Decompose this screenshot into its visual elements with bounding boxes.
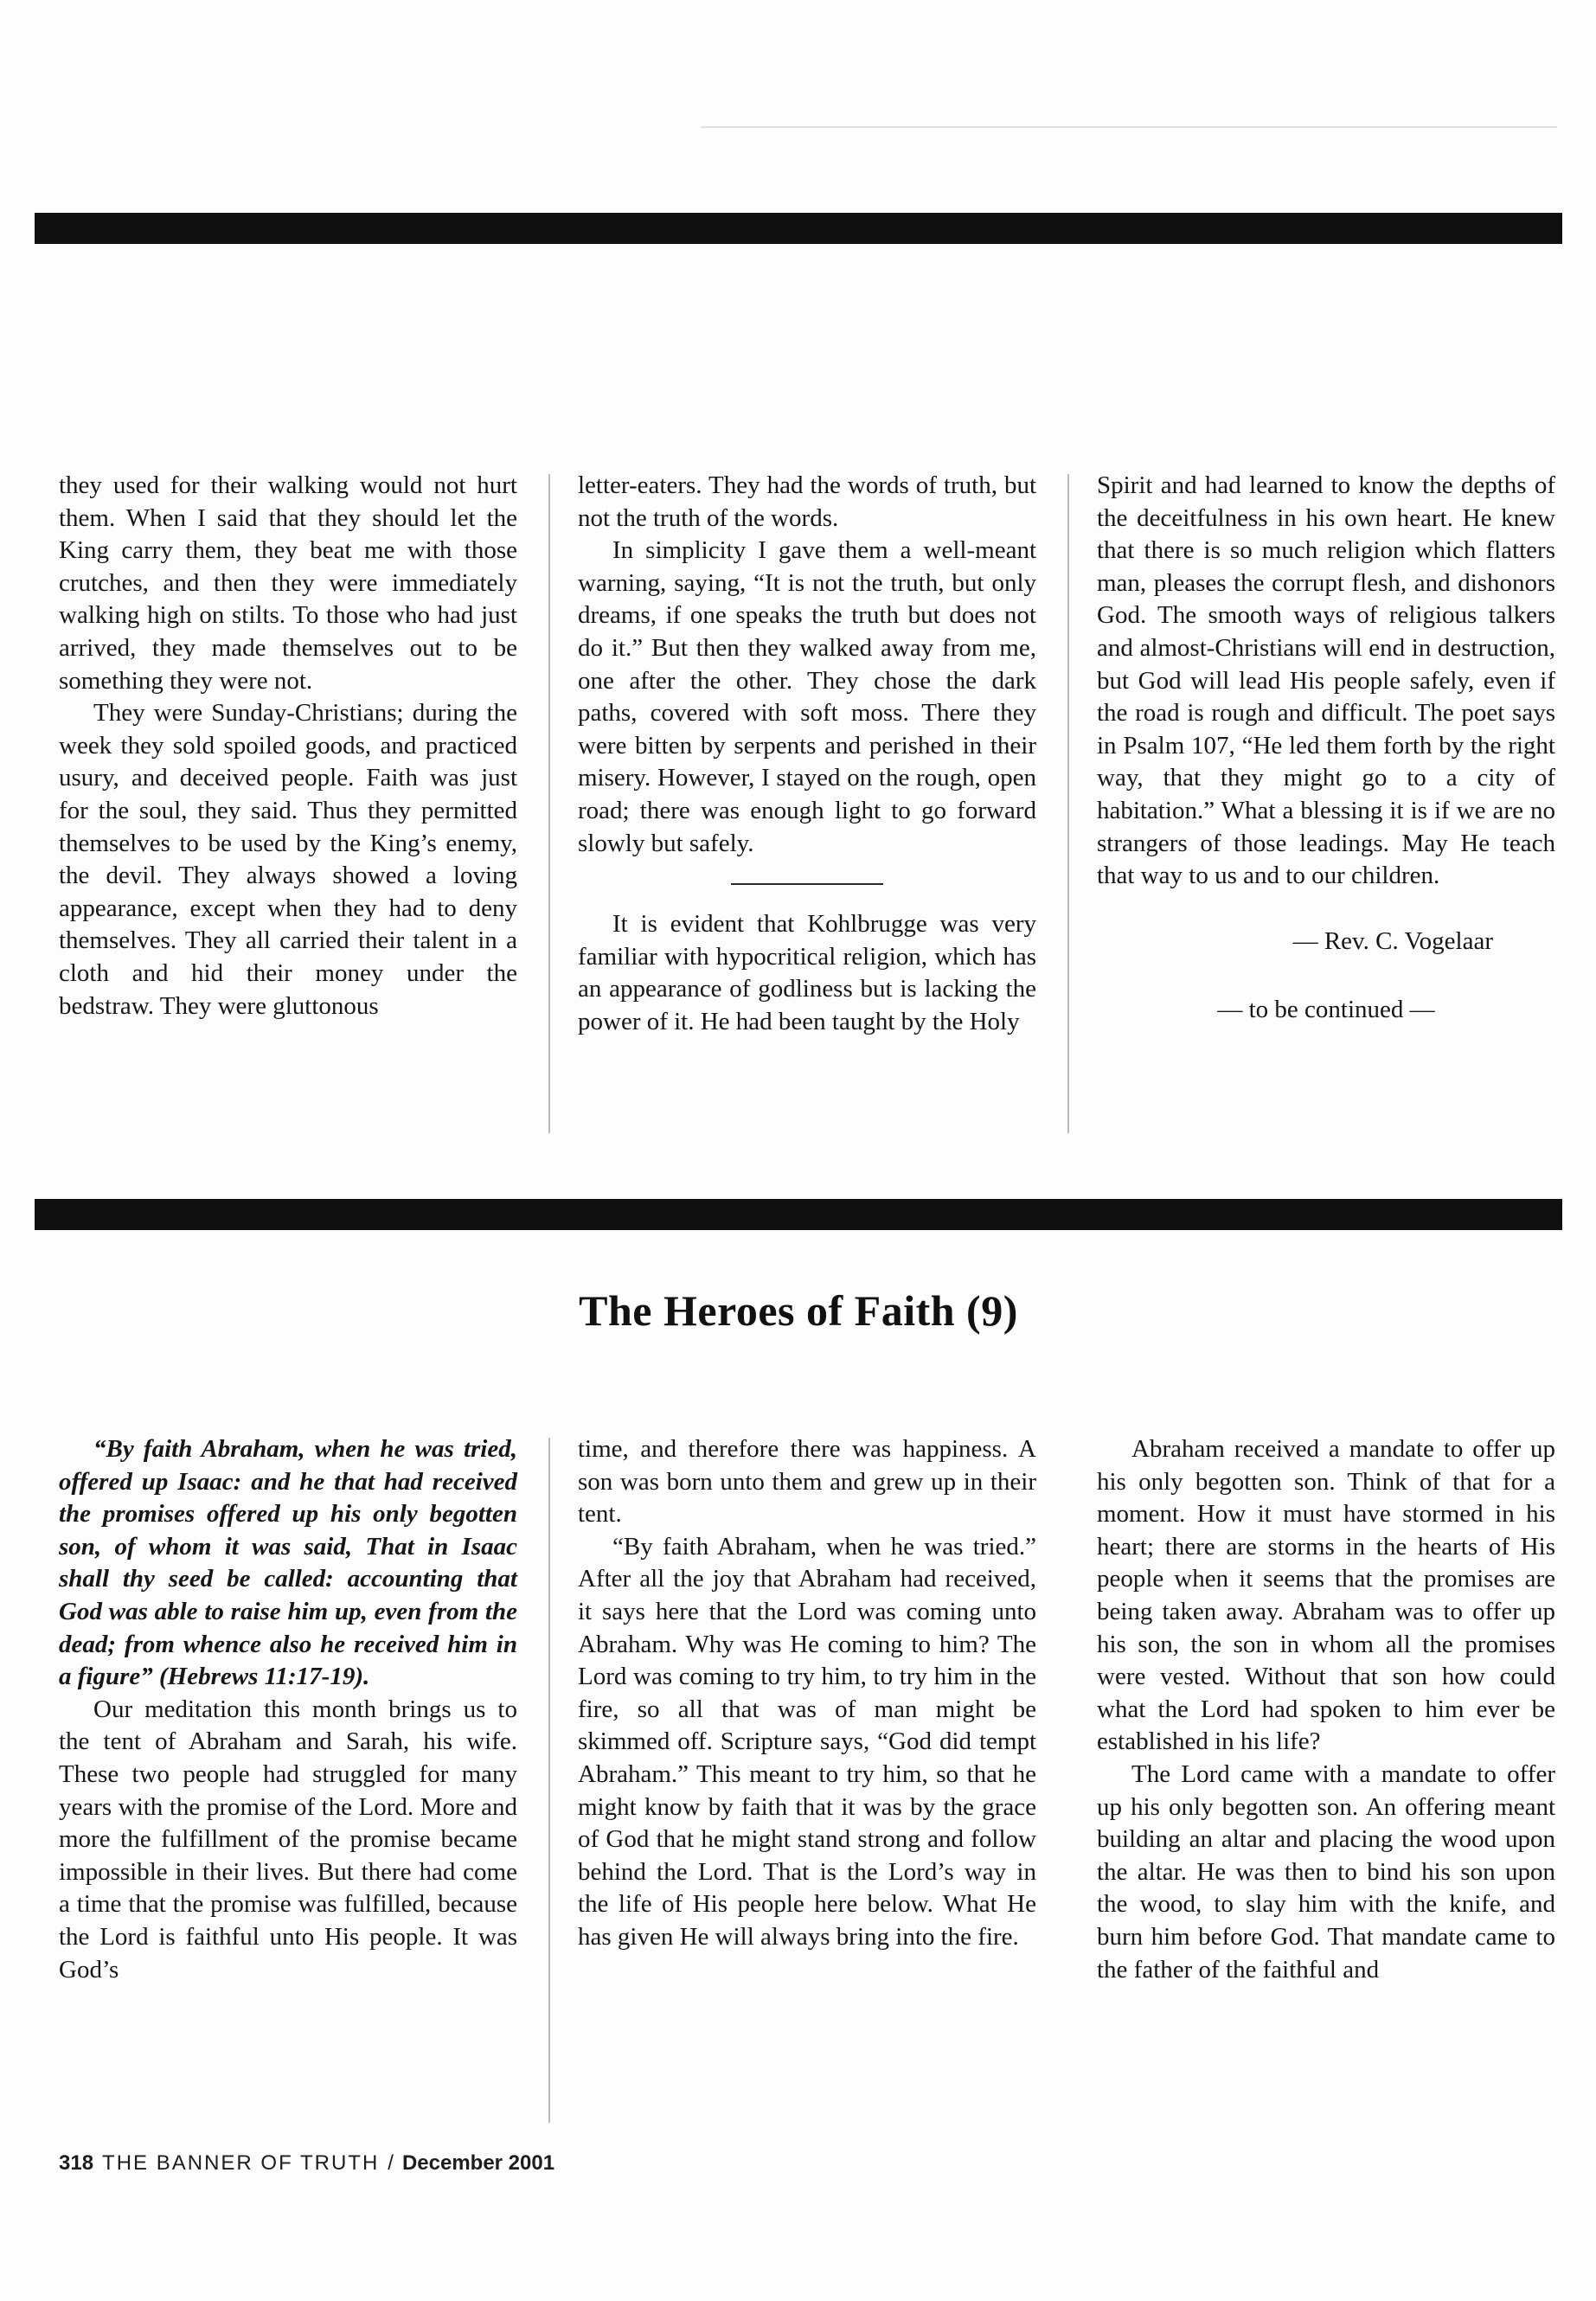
body-paragraph: letter-eaters. They had the words of truth, but not the truth of the words. (578, 471, 1036, 532)
article-heroes-of-faith (59, 1433, 1555, 1986)
article-2-column-3 (1097, 1433, 1555, 1986)
body-paragraph: The Lord came with a mandate to offer up his only begotten son. An offering meant building an altar and placing the wood upon the altar. He was then to bind his son upon the wood, to slay him with the knife, and burn him before God. That mandate came to the father of the faithful and (1097, 1759, 1555, 1984)
article-1-column-2 (578, 470, 1036, 1039)
body-paragraph: “By faith Abraham, when he was tried.” After all the joy that Abraham had received, it says here that the Lord was coming unto Abraham. Why was He coming to him? The Lord was coming to try him, to try him in the fire, so all that was of man might be skimmed off. Scripture says, “God did tempt Abraham.” This meant to try him, so that he might know by faith that it was by the grace of God that he might stand strong and follow behind the Lord. That is the Lord’s way in the life of His people here below. What He has given He will always bring into the fire. (578, 1532, 1036, 1951)
article-1-column-3 (1097, 470, 1555, 1039)
body-paragraph: Abraham received a mandate to offer up his only begotten son. Think of that for a moment. How it must have stormed in his heart; there are storms in the hearts of His people when it seems that the promises are being taken away. Abraham was to offer up his son, the son in whom all the promises were vested. Without that son how could what the Lord had spoken to him ever be established in his life? (1097, 1435, 1555, 1756)
scan-artifact-line (701, 126, 1557, 128)
body-paragraph: In simplicity I gave them a well-meant warning, saying, “It is not the truth, but only dreams, if one speaks the truth but does not do it.” But then they walked away from me, one after the other. They chose the dark paths, covered with soft moss. There they were bitten by serpents and perished in their misery. However, I stayed on the rough, open road; there was enough light to go forward slowly but safely. (578, 536, 1036, 857)
article-title: The Heroes of Faith (9) (579, 1286, 1018, 1335)
body-paragraph: It is evident that Kohlbrugge was very familiar with hypocritical religion, which has an appearance of godliness but is lacking the power of it. He had been taught by the Holy (578, 910, 1036, 1035)
body-paragraph: time, and therefore there was happiness. A son was born unto them and grew up in their tent. (578, 1435, 1036, 1529)
column-divider-rule (548, 1438, 550, 2123)
body-paragraph: Spirit and had learned to know the depths of the deceitfulness in his own heart. He knew that there is so much religion which flatters man, pleases the corrupt flesh, and dishonors God. The smooth ways of religious talkers and almost-Christians will end in destruction, but God will lead His people safely, even if the road is rough and difficult. The poet says in Psalm 107, “He led them forth by the right way, that they might go to a city of habitation.” What a blessing it is if we are no strangers of those leadings. May He teach that way to us and to our children. (1097, 471, 1555, 890)
column-divider-rule (1067, 474, 1069, 1133)
page-footer (59, 2151, 554, 2176)
article-2-column-1 (59, 1433, 517, 1986)
section-divider-bar-top (35, 213, 1562, 244)
article-1-column-1 (59, 470, 517, 1039)
article-2-column-2 (578, 1433, 1036, 1986)
footer-separator: / (388, 2151, 394, 2175)
scripture-quote-paragraph: “By faith Abraham, when he was tried, offered up Isaac: and he that had received the promises offered up his only begotten son, of whom it was said, That in Isaac shall thy seed be called: accounting that God was able to raise him up, even from the dead; from whence also he received him in a figure” (Hebrews 11:17-19). (59, 1435, 517, 1691)
article-kohlbrugge-conclusion (59, 470, 1555, 1039)
body-paragraph: They were Sunday-Christians; during the week they sold spoiled goods, and practiced usury, and deceived people. Faith was just for the soul, they said. Thus they permitted themselves to be used by the King’s enemy, the devil. They always showed a loving appearance, except when they had to deny themselves. They all carried their talent in a cloth and hid their money under the bedstraw. They were gluttonous (59, 699, 517, 1020)
magazine-name: THE BANNER OF TRUTH (102, 2151, 380, 2175)
column-divider-rule (548, 474, 550, 1133)
body-paragraph: they used for their walking would not hurt them. When I said that they should let the King carry them, they beat me with those crutches, and then they were immediately walking high on stilts. To those who had just arrived, they made themselves out to be something they were not. (59, 471, 517, 695)
body-paragraph: Our meditation this month brings us to the tent of Abraham and Sarah, his wife. These two people had struggled for many years with the promise of the Lord. More and more the fulfillment of the promise became impossible in their lives. But there had come a time that the promise was fulfilled, because the Lord is faithful unto His people. It was God’s (59, 1695, 517, 1984)
issue-date: December 2001 (401, 2151, 555, 2175)
page-number: 318 (59, 2151, 94, 2175)
attribution-line: — Rev. C. Vogelaar (1292, 926, 1493, 955)
continuation-line: — to be continued — (1217, 996, 1435, 1024)
section-divider-bar-middle (35, 1199, 1562, 1230)
separator-rule (731, 883, 883, 885)
